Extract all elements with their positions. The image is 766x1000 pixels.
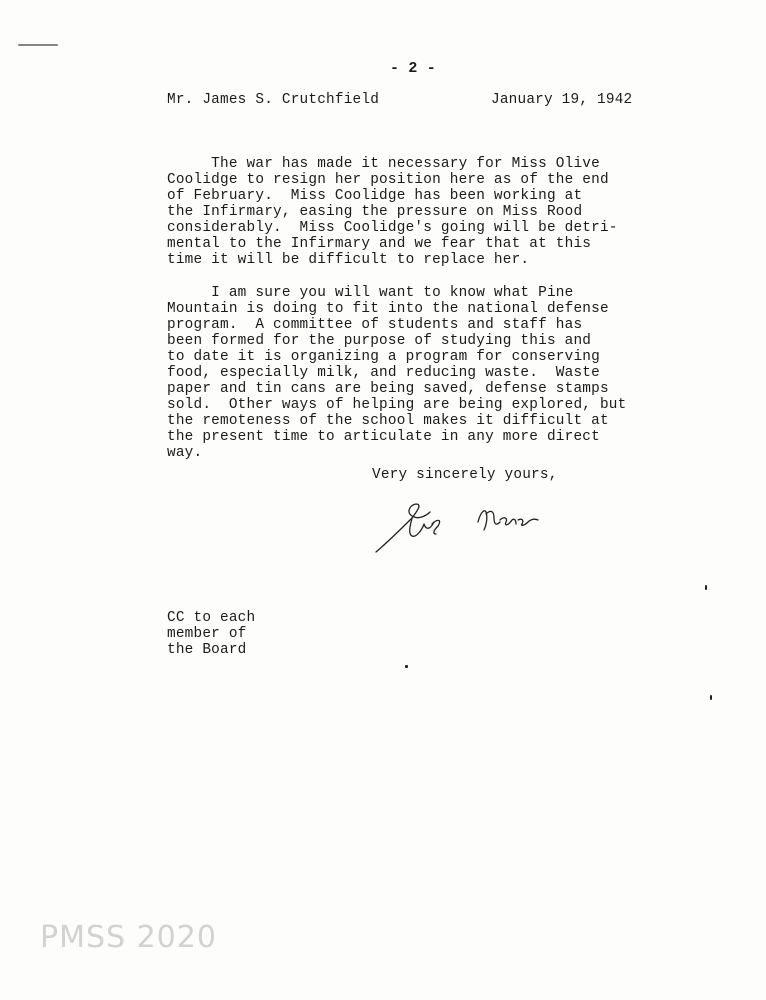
paragraph-2-line: paper and tin cans are being saved, defense stamps [167, 381, 609, 397]
paragraph-2-line: way. [167, 445, 203, 461]
paragraph-2-line: the present time to articulate in any more direct [167, 429, 600, 445]
paragraph-1-line: The war has made it necessary for Miss Olive [167, 156, 600, 172]
letter-date: January 19, 1942 [491, 92, 633, 108]
paragraph-2-line: sold. Other ways of helping are being explored, but [167, 397, 627, 413]
scan-speck [18, 44, 58, 46]
watermark: PMSS 2020 [40, 920, 217, 955]
cc-line: CC to each [167, 610, 256, 626]
paragraph-1-line: of February. Miss Coolidge has been working at [167, 188, 583, 204]
page-number: - 2 - [390, 60, 437, 77]
paragraph-1-line: time it will be difficult to replace her. [167, 252, 530, 268]
handwritten-signature [372, 490, 552, 560]
cc-line: member of [167, 626, 247, 642]
paragraph-2-line: Mountain is doing to fit into the national defense [167, 301, 609, 317]
cc-line: the Board [167, 642, 247, 658]
paragraph-2-line: the remoteness of the school makes it difficult at [167, 413, 609, 429]
paragraph-2-line: food, especially milk, and reducing waste. Waste [167, 365, 600, 381]
paragraph-1-line: considerably. Miss Coolidge's going will be detri- [167, 220, 618, 236]
paragraph-1-line: mental to the Infirmary and we fear that at this [167, 236, 592, 252]
recipient-line: Mr. James S. Crutchfield [167, 92, 380, 108]
scan-speck [710, 695, 712, 700]
paragraph-1-line: Coolidge to resign her position here as of the end [167, 172, 609, 188]
paragraph-2-line: to date it is organizing a program for conserving [167, 349, 600, 365]
paragraph-1-line: the Infirmary, easing the pressure on Miss Rood [167, 204, 583, 220]
scan-speck [405, 665, 408, 668]
paragraph-2-line: been formed for the purpose of studying this and [167, 333, 592, 349]
paragraph-2-line: program. A committee of students and staff has [167, 317, 583, 333]
paragraph-2-line: I am sure you will want to know what Pine [167, 285, 574, 301]
closing: Very sincerely yours, [372, 467, 558, 483]
scan-speck [705, 585, 707, 590]
